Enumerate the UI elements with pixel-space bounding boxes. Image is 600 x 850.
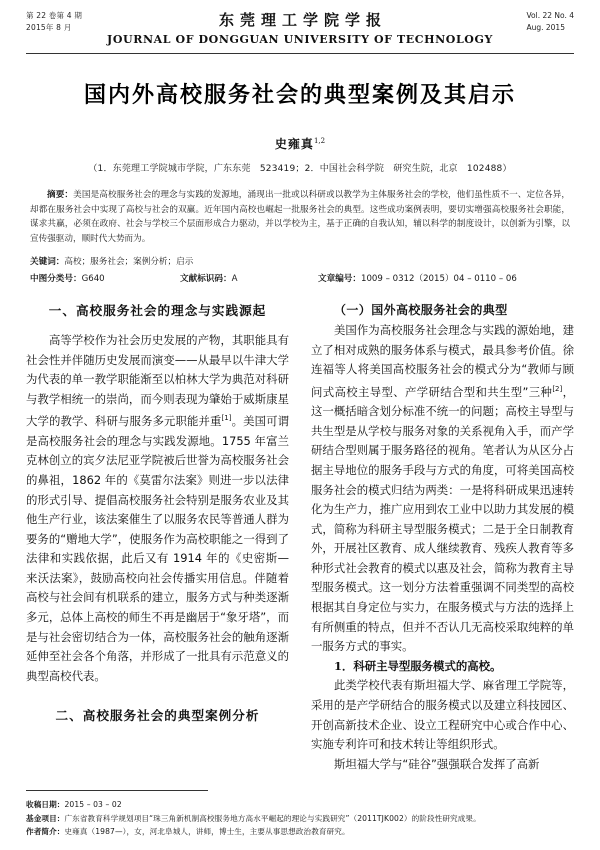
doccode-label: 文献标识码： bbox=[180, 274, 232, 285]
author-bio-line bbox=[26, 825, 574, 838]
left-paragraph-1 bbox=[26, 331, 289, 686]
body-columns bbox=[26, 301, 574, 771]
masthead-date-en: Aug. 2015 bbox=[526, 22, 565, 32]
left-paragraph-1-text: 高等学校作为社会历史发展的产物，其职能具有社会性并伴随历史发展而演变——从最早以牛津大学为代表的单一教学职能渐至以柏林大学为典范对科研与教学相统一的崇尚，而今则表现为肇始于威斯康星大学的教学、科研与服务多元职能并重 bbox=[26, 332, 289, 429]
citation-marker-1: [1] bbox=[221, 414, 232, 423]
right-paragraph-1 bbox=[311, 321, 574, 657]
keywords-value: 高校；服务社会；案例分析；启示 bbox=[64, 257, 194, 268]
author-name: 史雍真 bbox=[274, 137, 314, 151]
masthead-volume-en: Vol. 22 No. 4 bbox=[526, 11, 574, 20]
left-column bbox=[26, 301, 289, 753]
journal-name-cn: 东莞理工学院学报 bbox=[218, 11, 387, 29]
author-line bbox=[26, 135, 574, 152]
abstract-label: 摘要： bbox=[47, 190, 74, 200]
masthead-volume-issue-en bbox=[526, 10, 574, 33]
fund-project-line bbox=[26, 812, 574, 825]
received-date-line bbox=[26, 798, 574, 811]
abstract-block bbox=[26, 188, 574, 246]
page-title: 国内外高校服务社会的典型案例及其启示 bbox=[83, 83, 516, 108]
author-affiliation-marker: 1,2 bbox=[313, 137, 326, 145]
article-number-value: 1009 – 0312（2015）04 – 0110 – 06 bbox=[360, 274, 517, 285]
right-paragraph-2: 此类学校代表有斯坦福大学、麻省理工学院等，采用的是产学研结合的服务模式以及建立科技园区、开创高新技术企业、设立工程研究中心或合作中心、实施专利许可和技术转让等组织形式。 bbox=[311, 678, 574, 752]
footnote-divider bbox=[26, 790, 208, 791]
masthead-divider bbox=[26, 53, 574, 54]
citation-marker-2: [2] bbox=[552, 384, 563, 393]
article-number-label: 文章编号： bbox=[318, 274, 361, 285]
abstract-text: 美国是高校服务社会的理念与实践的发源地，涌现出一批或以科研或以教学为主体服务社会的学校，他们虽性质不一、定位各异，却都在服务社会中实现了高校与社会的双赢。近年国内高校也崛起一批服务社会的典型。这些成功案例表明，要切实增强高校服务社会职能，谋求共赢，必须在政府、社会与学校三个层面形成合力驱动，并以学校为主，基于正确的自我认知，辅以科学的制度设计，以创新为引擎，以宣传强驱动，顺时代大势而为。 bbox=[30, 190, 570, 244]
fund-project-value: 广东省教育科学规划项目“珠三角新机制高校服务地方高水平崛起的理论与实践研究”（2011TJK002）的阶段性研究成果。 bbox=[64, 813, 481, 823]
doccode-value: A bbox=[231, 274, 238, 285]
list-item-heading-1: 1．科研主导型服务模式的高校。 bbox=[334, 658, 502, 673]
abstract-paragraph bbox=[30, 188, 570, 246]
section-heading-2: 二、高校服务社会的典型案例分析 bbox=[55, 708, 260, 724]
right-paragraph-1-cont: ，这一概括暗含划分标准不统一的问题；高校主导型与共生型是从学校与服务对象的关系视角入手，而产学研结合型则属于服务路径的视角。笔者认为从区分占据主导地位的服务手段与方式的角度，可将美国高校服务社会的模式归结为两类：一是将科研成果迅速转化为生产力，推广应用到农工业中以助力其发展的模式，简称为科研主导型服务模式；二是于全日制教育外，开展社区教育、成人继续教育、残疾人教育等多种形式社会教育的模式以惠及社会，简称为教育主导型服务模式。这一划分方法着重强调不同类型的高校根据其自身定位与实力，在服务模式与方法的选择上有所侧重的特点，但并不否认几无高校采取纯粹的单一服务方式的事实。 bbox=[311, 384, 574, 654]
left-column-spacer bbox=[26, 686, 289, 700]
doccode-cell bbox=[180, 272, 318, 287]
fund-project-label: 基金项目： bbox=[26, 813, 65, 823]
masthead-volume-issue bbox=[26, 10, 82, 33]
keywords-line bbox=[30, 255, 570, 270]
right-paragraph-3: 斯坦福大学与“硅谷”强强联合发挥了高新 bbox=[334, 756, 540, 771]
journal-name-block bbox=[26, 8, 574, 46]
masthead-volume-line: 第 22 卷第 4 期 bbox=[26, 11, 83, 20]
received-date-label: 收稿日期： bbox=[26, 800, 65, 810]
masthead-date-line: 2015年 8 月 bbox=[26, 22, 72, 32]
masthead bbox=[26, 0, 574, 52]
article-number-cell bbox=[318, 272, 570, 287]
metadata-block bbox=[26, 255, 574, 287]
classification-line bbox=[30, 272, 570, 287]
author-bio-value: 史雍真（1987—），女，河北阜城人，讲师，博士生，主要从事思想政治教育研究。 bbox=[64, 826, 350, 836]
journal-name-en: JOURNAL OF DONGGUAN UNIVERSITY OF TECHNOLOGY bbox=[107, 33, 493, 46]
clc-cell bbox=[30, 272, 180, 287]
right-column bbox=[311, 301, 574, 771]
left-paragraph-1-cont: 。美国可谓是高校服务社会的理念与实践发源地。1755 年富兰克林创立的宾夕法尼亚学院被后世誉为高校服务社会的鼻祖，1862 年的《莫雷尔法案》则进一步以法律的形式引导、提倡高校服务社会特别是服务农业及其他生产行业，该法案催生了以服务农民等普通人群为要务的“赠地大学”，使服务作为高校职能之一得到了法律和实践依据，此后又有 1914 年的《史密斯—来沃法案》，鼓励高校向社会传播实用信息。伴随着高校与社会间有机联系的建立，服务方式与种类逐渐多元，总体上高校的师生不再是幽居于“象牙塔”，而是与社会密切结合为一体，高校服务社会的触角逐渐延伸至社会各个角落，并形成了一批具有示范意义的典型高校代表。 bbox=[26, 414, 289, 683]
right-paragraph-1-text: 美国作为高校服务社会理念与实践的源始地，建立了相对成熟的服务体系与模式，最具参考价值。徐连福等人将美国高校服务社会的模式分为“教师与顾问式高校主导型、产学研结合型和共生型”三种 bbox=[311, 322, 574, 399]
clc-label: 中图分类号： bbox=[30, 274, 82, 285]
affiliation-line: （1．东莞理工学院城市学院，广东东莞 523419；2．中国社会科学院 研究生院，北京 102488） bbox=[88, 164, 512, 174]
subsection-heading-1: （一）国外高校服务社会的典型 bbox=[334, 303, 508, 318]
keywords-label: 关键词： bbox=[30, 257, 65, 268]
author-bio-label: 作者简介： bbox=[26, 826, 65, 836]
footnote-block bbox=[26, 790, 574, 838]
section-heading-1: 一、高校服务社会的理念与实践源起 bbox=[48, 303, 267, 319]
clc-value: G640 bbox=[81, 274, 105, 285]
received-date-value: 2015 – 03 – 02 bbox=[64, 800, 122, 810]
